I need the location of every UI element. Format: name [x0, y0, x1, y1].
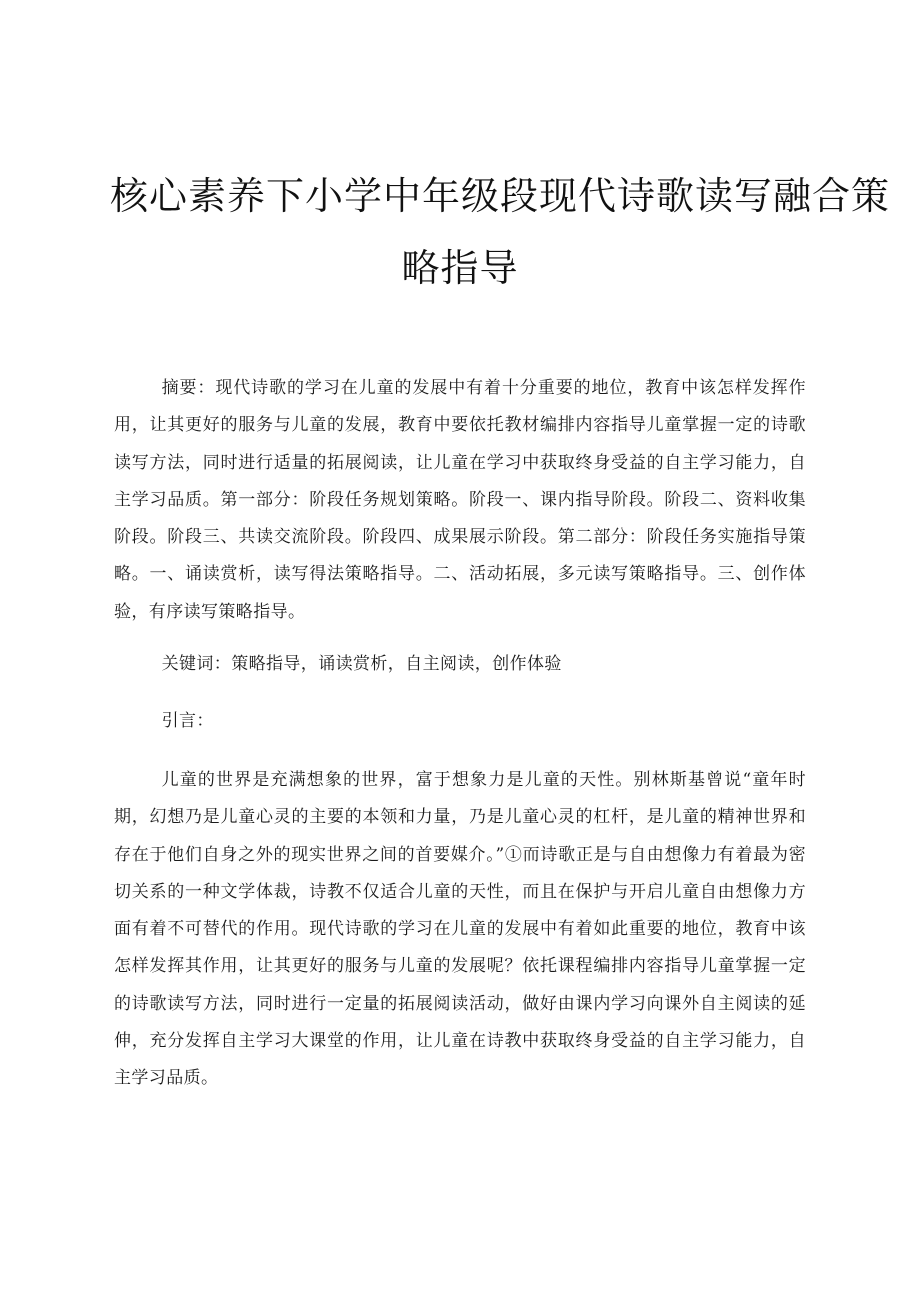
document-title: [110, 160, 891, 304]
title-line-2: 略指导: [401, 246, 519, 290]
introduction-paragraph: 儿童的世界是充满想象的世界，富于想象力是儿童的天性。别林斯基曾说“童年时期，幻想乃是儿童心灵的主要的本领和力量，乃是儿童心灵的杠杆，是儿童的精神世界和存在于他们自身之外的现实世界之间的首要媒介。”①而诗歌正是与自由想像力有着最为密切关系的一种文学体裁，诗教不仅适合儿童的天性，而且在保护与开启儿童自由想像力方面有着不可替代的作用。现代诗歌的学习在儿童的发展中有着如此重要的地位，教育中该怎样发挥其作用，让其更好的服务与儿童的发展呢？依托课程编排内容指导儿童掌握一定的诗歌读写方法，同时进行一定量的拓展阅读活动，做好由课内学习向课外自主阅读的延伸，充分发挥自主学习大课堂的作用，让儿童在诗教中获取终身受益的自主学习能力，自主学习品质。: [114, 770, 806, 1089]
introduction-heading: 引言：: [161, 711, 214, 731]
title-line-1: 核心素养下小学中年级段现代诗歌读写融合策: [110, 174, 891, 218]
abstract-paragraph: 摘要：现代诗歌的学习在儿童的发展中有着十分重要的地位，教育中该怎样发挥作用，让其更好的服务与儿童的发展，教育中要依托教材编排内容指导儿童掌握一定的诗歌读写方法，同时进行适量的拓展阅读，让儿童在学习中获取终身受益的自主学习能力，自主学习品质。第一部分：阶段任务规划策略。阶段一、课内指导阶段。阶段二、资料收集阶段。阶段三、共读交流阶段。阶段四、成果展示阶段。第二部分：阶段任务实施指导策略。一、诵读赏析，读写得法策略指导。二、活动拓展，多元读写策略指导。三、创作体验，有序读写策略指导。: [114, 378, 806, 622]
keywords-paragraph: 关键词：策略指导，诵读赏析，自主阅读，创作体验: [161, 654, 562, 674]
